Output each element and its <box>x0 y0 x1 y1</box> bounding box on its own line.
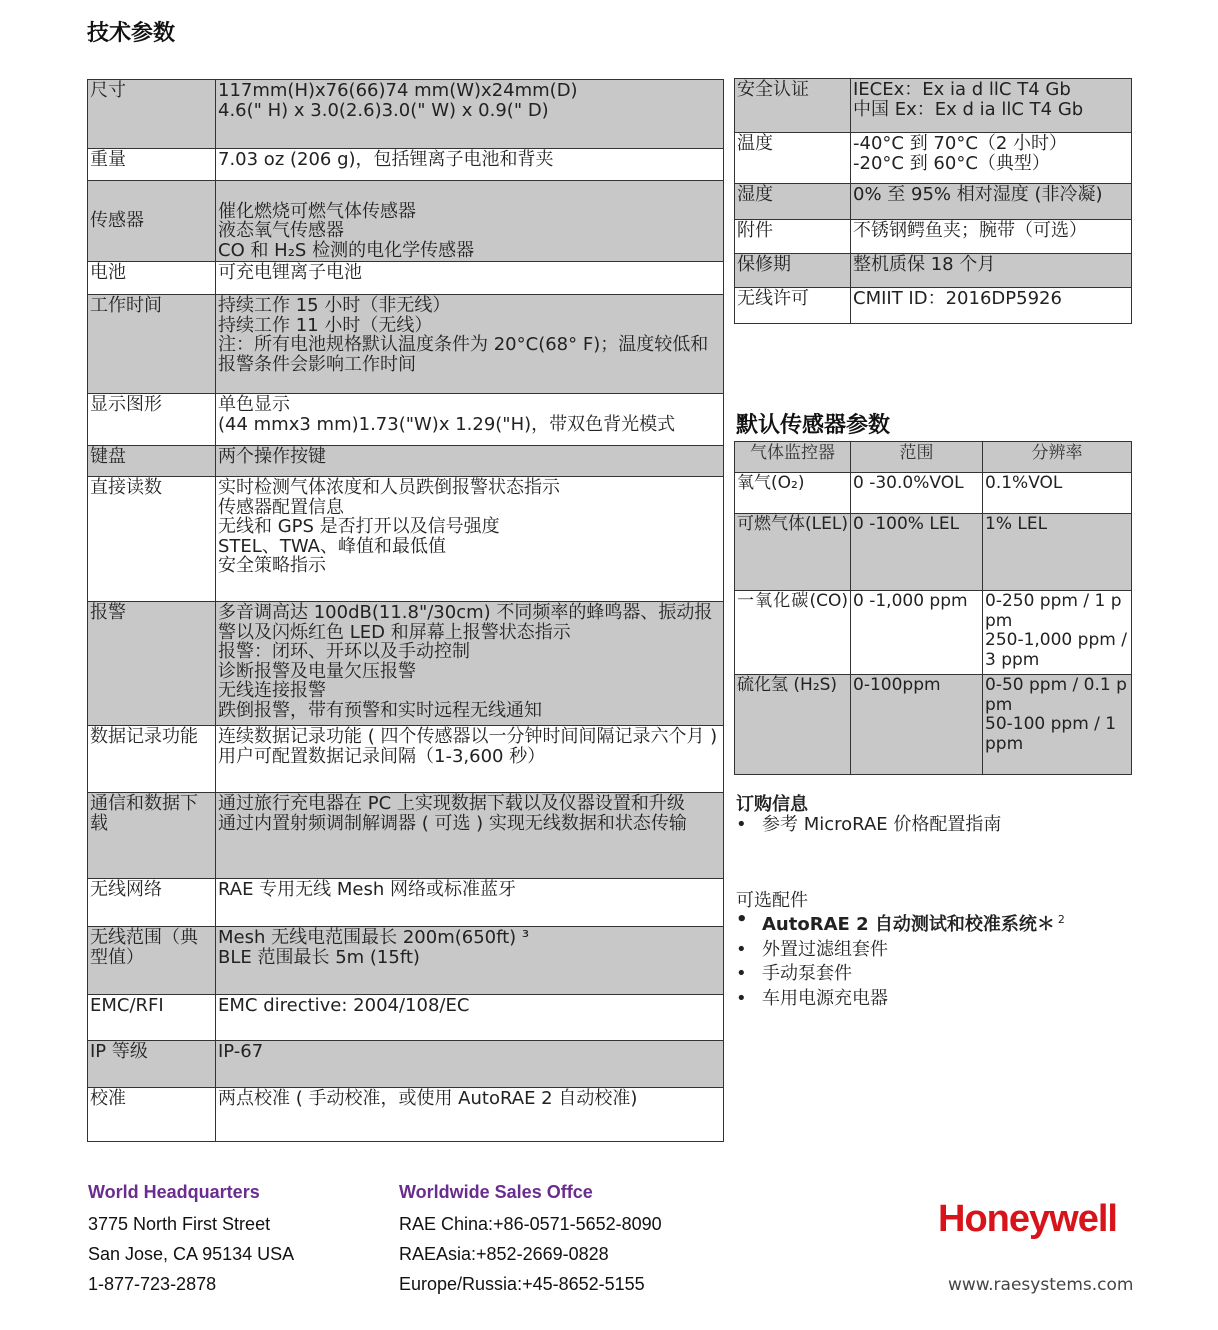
sensor-gas: 硫化氢 (H₂S) <box>735 675 851 775</box>
spec-label: 数据记录功能 <box>88 726 216 793</box>
hq-title: World Headquarters <box>88 1182 260 1202</box>
page-title: 技术参数 <box>87 21 176 46</box>
spec-row-battery <box>88 262 724 295</box>
spec-value: 单色显示 (44 mmx3 mm)1.73("W)x 1.29("H)，带双色背光模式 <box>216 394 724 446</box>
spec-row-readings <box>88 477 724 602</box>
spec-label: 无线许可 <box>735 288 851 324</box>
sales-phone-line: RAEAsia:+852-2669-0828 <box>399 1244 609 1264</box>
spec-row-keypad <box>88 446 724 477</box>
spec-value: IECEx：Ex ia d llC T4 Gb 中国 Ex：Ex d ia llC T4 Gb <box>851 79 1132 133</box>
spec-row-datalog <box>88 726 724 793</box>
sensor-range: 0 -30.0%VOL <box>851 473 983 514</box>
spec-value: 不锈钢鳄鱼夹；腕带（可选） <box>851 220 1132 254</box>
spec-label: 传感器 <box>88 181 216 262</box>
accessory-item: • 手动泵套件 <box>736 962 1065 987</box>
sensor-row-oxygen <box>735 473 1132 514</box>
ordering-title: 订购信息 <box>736 794 808 815</box>
ordering-list <box>736 813 1001 838</box>
sensor-row-lel <box>735 514 1132 591</box>
accessory-item: • 外置过滤组套件 <box>736 938 1065 963</box>
sensor-row-h2s <box>735 675 1132 775</box>
spec-row-warranty <box>735 254 1132 288</box>
spec-value: 多音调高达 100dB(11.8"/30cm) 不同频率的蜂鸣器、振动报警以及闪烁红色 LED 和屏幕上报警状态指示 报警：闭环、开环以及手动控制 诊断报警及电量欠压报警 无线连接报警 跌倒报警，带有预警和实时远程无线通知 <box>216 602 724 726</box>
spec-label: 无线网络 <box>88 879 216 927</box>
hq-phone: 1-877-723-2878 <box>88 1274 217 1294</box>
sensor-resolution: 0.1%VOL <box>983 473 1132 514</box>
spec-value: 通过旅行充电器在 PC 上实现数据下载以及仪器设置和升级 通过内置射频调制解调器 ( 可选 ) 实现无线数据和状态传输 <box>216 793 724 879</box>
spec-row-wireless-network <box>88 879 724 927</box>
hq-address-line: 3775 North First Street <box>88 1214 271 1234</box>
spec-value: -40°C 到 70°C（2 小时） -20°C 到 60°C（典型） <box>851 133 1132 184</box>
spec-value: IP-67 <box>216 1041 724 1088</box>
spec-row-wireless-license <box>735 288 1132 324</box>
spec-table-left <box>87 79 724 1142</box>
accessories-title: 可选配件 <box>736 890 808 911</box>
ordering-item: • 参考 MicroRAE 价格配置指南 <box>736 813 1001 838</box>
footnote-marker: 2 <box>1057 913 1065 926</box>
sales-office-title: Worldwide Sales Offce <box>399 1182 593 1202</box>
spec-value: 0% 至 95% 相对湿度 (非冷凝) <box>851 184 1132 220</box>
spec-row-temperature <box>735 133 1132 184</box>
accessory-item: • 车用电源充电器 <box>736 987 1065 1012</box>
sensor-header-range: 范围 <box>851 442 983 473</box>
accessories-list <box>736 908 1065 1011</box>
spec-row-emc <box>88 995 724 1041</box>
sensor-range: 0-100ppm <box>851 675 983 775</box>
spec-row-accessories <box>735 220 1132 254</box>
sensor-gas: 可燃气体(LEL) <box>735 514 851 591</box>
spec-label: EMC/RFI <box>88 995 216 1041</box>
honeywell-logo: Honeywell <box>938 1198 1117 1240</box>
spec-row-display <box>88 394 724 446</box>
spec-value: 连续数据记录功能 ( 四个传感器以一分钟时间间隔记录六个月 ) 用户可配置数据记录间隔（1-3,600 秒） <box>216 726 724 793</box>
spec-value: EMC directive: 2004/108/EC <box>216 995 724 1041</box>
sensor-resolution: 1% LEL <box>983 514 1132 591</box>
hq-address-line: San Jose, CA 95134 USA <box>88 1244 295 1264</box>
spec-row-communication <box>88 793 724 879</box>
sensor-resolution: 0-250 ppm / 1 ppm 250-1,000 ppm /3 ppm <box>983 591 1132 675</box>
spec-row-ip-rating <box>88 1041 724 1088</box>
spec-row-humidity <box>735 184 1132 220</box>
spec-label: 附件 <box>735 220 851 254</box>
spec-label: 湿度 <box>735 184 851 220</box>
spec-row-sensors <box>88 181 724 262</box>
spec-value: RAE 专用无线 Mesh 网络或标准蓝牙 <box>216 879 724 927</box>
spec-value: 两点校准 ( 手动校准，或使用 AutoRAE 2 自动校准) <box>216 1088 724 1142</box>
spec-row-wireless-range <box>88 927 724 995</box>
spec-value: 持续工作 15 小时（非无线） 持续工作 11 小时（无线） 注：所有电池规格默认温度条件为 20°C(68° F)；温度较低和报警条件会影响工作时间 <box>216 295 724 394</box>
sensor-table <box>734 441 1132 775</box>
sensor-resolution: 0-50 ppm / 0.1 ppm 50-100 ppm / 1 ppm <box>983 675 1132 775</box>
sensor-range: 0 -1,000 ppm <box>851 591 983 675</box>
spec-value: 可充电锂离子电池 <box>216 262 724 295</box>
spec-label: 直接读数 <box>88 477 216 602</box>
sensor-table-header <box>735 442 1132 473</box>
spec-value <box>216 181 724 262</box>
spec-label: IP 等级 <box>88 1041 216 1088</box>
spec-value-line: 催化燃烧可燃气体传感器 液态氧气传感器 CO 和 H₂S 检测的电化学传感器 <box>218 200 475 261</box>
spec-value: 117mm(H)x76(66)74 mm(W)x24mm(D) 4.6(" H) x 3.0(2.6)3.0(" W) x 0.9(" D) <box>216 80 724 149</box>
sensor-header-resolution: 分辨率 <box>983 442 1132 473</box>
spec-value: Mesh 无线电范围最长 200m(650ft) ³ BLE 范围最长 5m (15ft) <box>216 927 724 995</box>
spec-row-calibration <box>88 1088 724 1142</box>
spec-row-runtime <box>88 295 724 394</box>
spec-label: 温度 <box>735 133 851 184</box>
sales-phone-line: Europe/Russia:+45-8652-5155 <box>399 1274 645 1294</box>
spec-value: CMIIT ID：2016DP5926 <box>851 288 1132 324</box>
sensor-header-gas: 气体监控器 <box>735 442 851 473</box>
spec-table-right <box>734 78 1132 324</box>
sensor-gas: 一氧化碳(CO) <box>735 591 851 675</box>
spec-row-weight <box>88 149 724 181</box>
accessory-item <box>736 908 1065 938</box>
spec-label: 保修期 <box>735 254 851 288</box>
spec-value: 实时检测气体浓度和人员跌倒报警状态指示 传感器配置信息 无线和 GPS 是否打开以及信号强度 STEL、TWA、峰值和最低值 安全策略指示 <box>216 477 724 602</box>
sales-phone-line: RAE China:+86-0571-5652-8090 <box>399 1214 662 1234</box>
spec-value: 7.03 oz (206 g)，包括锂离子电池和背夹 <box>216 149 724 181</box>
accessory-item-text: AutoRAE 2 自动测试和校准系统＊ <box>762 914 1055 935</box>
spec-label: 键盘 <box>88 446 216 477</box>
spec-label: 校准 <box>88 1088 216 1142</box>
sensor-gas: 氧气(O₂) <box>735 473 851 514</box>
spec-label: 工作时间 <box>88 295 216 394</box>
spec-value: 两个操作按键 <box>216 446 724 477</box>
spec-value: 整机质保 18 个月 <box>851 254 1132 288</box>
spec-label: 报警 <box>88 602 216 726</box>
website-link[interactable]: www.raesystems.com <box>948 1275 1134 1295</box>
spec-row-dimensions <box>88 80 724 149</box>
spec-label: 重量 <box>88 149 216 181</box>
spec-label: 安全认证 <box>735 79 851 133</box>
spec-label: 电池 <box>88 262 216 295</box>
sensor-row-co <box>735 591 1132 675</box>
spec-row-alarms <box>88 602 724 726</box>
spec-label: 尺寸 <box>88 80 216 149</box>
spec-label: 无线范围（典型值） <box>88 927 216 995</box>
spec-row-certification <box>735 79 1132 133</box>
sensor-range: 0 -100% LEL <box>851 514 983 591</box>
sensor-section-title: 默认传感器参数 <box>736 413 891 438</box>
spec-label: 显示图形 <box>88 394 216 446</box>
spec-label: 通信和数据下载 <box>88 793 216 879</box>
